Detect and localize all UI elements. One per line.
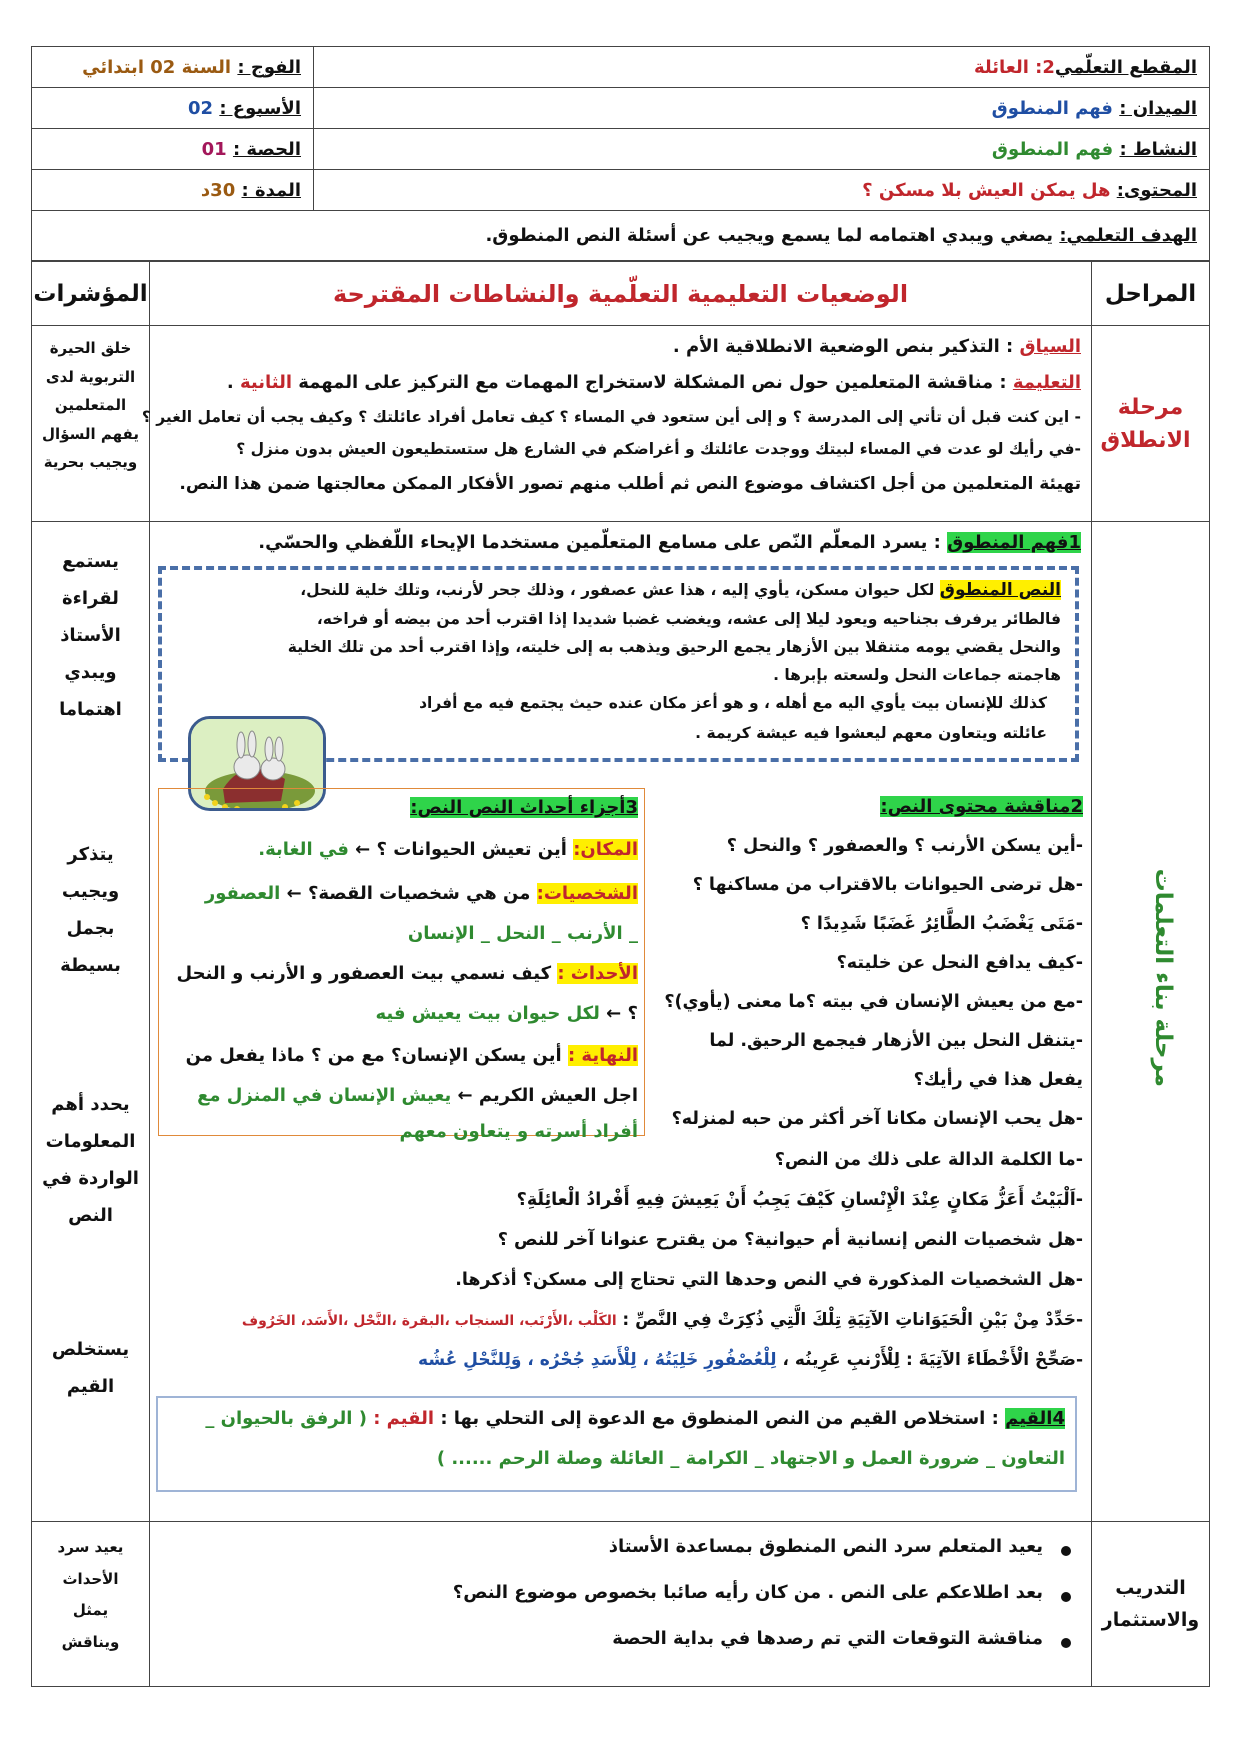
indicator-line: بجمل (66, 917, 115, 939)
practice-item-text: يعيد المتعلم سرد النص المنطوق بمساعدة الأستاذ (608, 1536, 1043, 1557)
session-cell (32, 129, 314, 170)
field-label: الميدان : (1119, 97, 1197, 119)
launch-indicators-cell (32, 326, 150, 522)
end-question: أين يسكن الإنسان؟ مع من ؟ ماذا يفعل من (185, 1045, 562, 1066)
spoken-text-line: والنحل يقضي يومه متنقلا بين الأزهار يجمع الرحيق ويذهب به إلى خليته، وإذا اقترب أحد من تلك الخلية (287, 638, 1061, 656)
indicator-line: يستمع (62, 551, 119, 572)
content-value: هل يمكن العيش بلا مسكن ؟ (862, 179, 1111, 201)
activity-cell (314, 129, 1210, 170)
indicator-line: الواردة في (42, 1167, 139, 1189)
lesson-sheet (32, 46, 1210, 1687)
content-label: المحتوى: (1116, 179, 1197, 201)
goal-value: يصغي ويبدي اهتمامه لما يسمع ويجيب عن أسئلة النص المنطوق. (485, 225, 1054, 246)
discussion-question: يفعل هذا في رأيك؟ (913, 1070, 1083, 1090)
week-label: الأسبوع : (219, 97, 301, 119)
end-question-2: اجل العيش الكريم (478, 1085, 638, 1106)
launch-question-2: -في رأيك لو عدت في المساء لبيتك ووجدت عائلتك و أغراضكم في الشارع هل ستستطيعون العيش بدون منزل ؟ (236, 440, 1081, 458)
values-key: القيم : (373, 1408, 435, 1429)
field-value: فهم المنطوق (991, 97, 1113, 119)
goal-cell (32, 211, 1210, 261)
build-content-cell (150, 522, 1092, 1522)
indicator-line: ويجيب بحرية (43, 453, 138, 471)
week-cell (32, 88, 314, 129)
spoken-text-line: فالطائر يرفرف بجناحيه ويعود ليلا إلى عشه، ويغضب غضبا شديدا إذا اقترب أحد من بيضه أو فراخه، (316, 610, 1061, 628)
parts-title (410, 799, 638, 817)
discussion-question: -هل شخصيات النص إنسانية أم حيوانية؟ من يقترح عنوانا آخر للنص ؟ (497, 1230, 1083, 1250)
indicator-line: يحدد أهم (51, 1094, 130, 1115)
segment-cell (314, 47, 1210, 88)
discussion-question: -هل الشخصيات المذكورة في النص وحدها التي تحتاج إلى مسكن؟ أذكرها. (455, 1270, 1083, 1290)
values-list-2: التعاون _ ضرورة العمل و الاجتهاد _ الكرامة _ العائلة وصلة الرحم ...... ) (436, 1448, 1065, 1469)
indicator-line: ويناقش (61, 1632, 120, 1651)
discussion-question: -هل ترضى الحيوانات بالاقتراب من مساكنها ؟ (692, 875, 1083, 895)
bullet-icon (1061, 1638, 1071, 1648)
stages-heading: المراحل (1092, 262, 1210, 326)
end-answer-2: أفراد أسرته و يتعاون معهم (399, 1121, 638, 1142)
group-cell (32, 47, 314, 88)
spoken-text-line: هاجمته جماعات النحل ولسعته بإبرها . (773, 666, 1061, 684)
build-stage-cell (1092, 522, 1210, 1522)
practice-list (160, 1538, 1071, 1678)
build-indicators-d (32, 1332, 149, 1406)
segment-value: 2: العائلة (974, 56, 1055, 78)
practice-indicators-cell (32, 1522, 150, 1687)
discussion-title (880, 798, 1083, 816)
place-label: المكان: (573, 839, 638, 860)
practice-content-cell (150, 1522, 1092, 1687)
events-answer-line (375, 1005, 638, 1023)
discussion-block (653, 788, 1083, 1148)
activity-value: فهم المنطوق (991, 138, 1114, 160)
events-line (177, 965, 638, 983)
duration-label: المدة : (241, 179, 301, 201)
build-stage-label: مرحلة بناء التعلمات (1150, 868, 1176, 1087)
indicator-line: القيم (66, 1375, 115, 1397)
discussion-question: -مَتَى يَغْضَبُ الطَّائِرُ غَضَبًا شَدِيدًا ؟ (800, 914, 1083, 934)
duration-value: 30د (200, 179, 236, 201)
activity-label: النشاط : (1119, 138, 1197, 160)
session-value: 01 (201, 138, 227, 160)
place-question: أين تعيش الحيوانات ؟ (376, 839, 567, 860)
indicators-heading: المؤشرات (32, 262, 150, 326)
content-cell (314, 170, 1210, 211)
practice-stage-line: والاستثمار (1101, 1609, 1200, 1631)
characters-label: الشخصيات: (536, 883, 638, 904)
field-cell (314, 88, 1210, 129)
launch-stage-cell (1092, 326, 1210, 522)
characters-line (205, 885, 638, 903)
discussion-question: -هل يحب الإنسان مكانا آخر أكثر من حبه لمنزله؟ (671, 1109, 1083, 1129)
characters-answer-2: _ الأرنب _ النحل _ الإنسان (407, 923, 638, 944)
indicator-line: خلق الحيرة (49, 339, 132, 357)
practice-stage-label (1092, 1572, 1209, 1637)
arrow-icon: ← (286, 883, 302, 904)
practice-stage-line: التدريب (1115, 1576, 1186, 1599)
practice-item-text: بعد اطلاعكم على النص . من كان رأيه صائبا بخصوص موضوع النص؟ (452, 1582, 1043, 1603)
listening-text: : يسرد المعلّم النّص على مسامع المتعلّمين مستخدما الإيحاء اللّفظي والحسّي. (258, 532, 941, 553)
events-label: الأحداث : (557, 963, 638, 984)
spoken-text-content: لكل حيوان مسكن، يأوي إليه ، هذا عش عصفور ، وذلك جحر لأرنب، وتلك خلية للنحل، (300, 581, 935, 599)
indicator-line: المتعلمين (54, 396, 127, 414)
indicator-line: الأحداث (62, 1569, 119, 1588)
instruction-emphasis: الثانية (239, 372, 292, 393)
end-answer-line (197, 1087, 638, 1105)
instruction-text: : مناقشة المتعلمين حول نص المشكلة لاستخراج المهمات مع التركيز على المهمة (298, 372, 1007, 393)
group-value: السنة 02 ابتدائي (82, 56, 232, 78)
discussion-question: -أين يسكن الأرنب ؟ والعصفور ؟ والنحل ؟ (726, 836, 1083, 856)
indicator-line: المعلومات (45, 1130, 136, 1152)
context-line (673, 338, 1081, 356)
indicator-line: بسيطة (60, 954, 121, 976)
end-answer: يعيش الإنسان في المنزل مع (197, 1085, 452, 1106)
header-table (31, 46, 1210, 261)
animals-list: الكَلْب ،الأَرْنَب، السنجاب ،البقرة ،النَّحْل ،الأَسَد، الخَرُوف (241, 1313, 617, 1329)
arrow-icon: ← (606, 1003, 622, 1024)
fix-item: لِلْأَرْنبِ عَرِينُه ، (782, 1350, 901, 1370)
listening-label: 1فهم المنطوق (947, 532, 1081, 553)
build-indicators-b (32, 837, 149, 985)
practice-item (160, 1538, 1071, 1568)
context-text: : التذكير بنص الوضعية الانطلاقية الأم . (672, 336, 1014, 357)
practice-item (160, 1630, 1071, 1660)
spoken-text-line: كذلك للإنسان بيت يأوي اليه مع أهله ، و هو أعز مكان عنده حيث يجتمع فيه مع أفراد (419, 694, 1047, 712)
end-line (186, 1047, 638, 1065)
launch-stage-label: مرحلة الانطلاق (1100, 394, 1191, 453)
segment-label: المقطع التعلّمي (1054, 56, 1197, 78)
instruction-label: التعليمة (1012, 372, 1081, 393)
week-value: 02 (187, 97, 214, 119)
fix-question: -صَحِّحْ الْأَخْطَاءَ الآتِيَةَ : (905, 1350, 1083, 1370)
launch-question-1: - اين كنت قبل أن تأتي إلى المدرسة ؟ و إلى أين ستعود في المساء ؟ كيف تعامل أفراد عائلتك ؟ وكيف يجب أن تعامل الغير ؟ (141, 408, 1081, 426)
values-label: 4القيم (1005, 1408, 1065, 1429)
fix-items: لِلْعُصْفُورِ خَلِيَتُهُ ، لِلْأَسَدِ جُحْرُه ، وَلِلنَّحْلِ عُشُه (418, 1350, 777, 1370)
launch-indicators (32, 326, 149, 477)
launch-prep: تهيئة المتعلمين من أجل اكتشاف موضوع النص ثم أطلب منهم تصور الأفكار الممكن معالجتها ضمن هذا النص. (179, 474, 1081, 494)
values-list-1: ( الرفق بالحيوان _ (205, 1408, 367, 1429)
build-indicators-c (32, 1087, 149, 1235)
values-box (156, 1396, 1077, 1492)
discussion-title-text: 2مناقشة محتوى النص: (880, 796, 1083, 817)
parts-title-text: 3أجزاء أحداث النص النص: (410, 797, 638, 818)
arrow-icon: ← (355, 839, 371, 860)
animals-question-line (242, 1312, 1083, 1329)
practice-item-text: مناقشة التوقعات التي تم رصدها في بداية الحصة (612, 1628, 1043, 1649)
fix-question-line (418, 1352, 1083, 1369)
launch-content-cell (141, 326, 1092, 522)
discussion-question: -ما الكلمة الدالة على ذلك من النص؟ (774, 1150, 1083, 1170)
values-text: : استخلاص القيم من النص المنطوق مع الدعوة إلى التحلي بها : (440, 1408, 999, 1429)
events-question-mark: ؟ (627, 1003, 638, 1024)
place-line (258, 841, 638, 859)
events-parts-box (158, 788, 645, 1142)
main-table (31, 261, 1210, 1687)
characters-question: من هي شخصيات القصة؟ (307, 883, 531, 904)
discussion-question: -يتنقل النحل بين الأزهار فيجمع الرحيق. لما (709, 1031, 1083, 1051)
activities-heading: الوضعيات التعليمية التعلّمية والنشاطات المقترحة (150, 262, 1092, 326)
values-line (205, 1410, 1065, 1428)
indicator-line: ويبدي (64, 661, 117, 683)
practice-indicators (32, 1522, 149, 1658)
instruction-line: التعليمة : مناقشة المتعلمين حول نص المشكلة لاستخراج المهمات مع التركيز على المهمة الثانية . (226, 372, 1081, 393)
spoken-text-line (300, 582, 1061, 599)
arrow-icon: ← (457, 1085, 473, 1106)
bullet-icon (1061, 1592, 1071, 1602)
practice-item (160, 1584, 1071, 1614)
bullet-icon (1061, 1546, 1071, 1556)
events-question: كيف نسمي بيت العصفور و الأرنب و النحل (176, 963, 552, 984)
characters-answer: العصفور (204, 883, 281, 904)
animals-question: -حَدِّدْ مِنْ بَيْنِ الْحَيَوَاناتِ الآتِيَةِ تِلْكَ الَّتِي ذُكِرَتْ فِي النَّصِّ : (622, 1310, 1083, 1330)
build-indicators-cell (32, 522, 150, 1522)
context-label: السياق (1019, 336, 1081, 357)
spoken-text-label: النص المنطوق (939, 580, 1061, 600)
indicator-line: يفهم السؤال (42, 424, 139, 443)
indicator-line: لقراءة (62, 587, 119, 609)
indicator-line: يعيد سرد (57, 1538, 124, 1556)
build-indicators-a (32, 544, 149, 728)
indicator-line: اهتماما (59, 698, 122, 720)
indicator-line: الأستاذ (60, 624, 121, 646)
duration-cell (32, 170, 314, 211)
indicator-line: يمثل (72, 1601, 109, 1619)
practice-stage-cell (1092, 1522, 1210, 1687)
group-label: الفوج : (237, 56, 301, 78)
events-answer: لكل حيوان بيت يعيش فيه (375, 1003, 600, 1024)
spoken-text-line: عائلته ويتعاون معهم ليعشوا فيه عيشة كريمة . (695, 724, 1047, 742)
goal-label: الهدف التعلمي: (1059, 225, 1197, 246)
discussion-question: -اَلْبَيْتُ أَعَزُّ مَكانٍ عِنْدَ الْإِنْسانِ كَيْفَ يَجِبُ أَنْ يَعِيشَ فِيهِ أَفْرادُ الْعائِلَةِ؟ (516, 1190, 1083, 1210)
discussion-question: -مع من يعيش الإنسان في بيته ؟ما معنى (يأوي)؟ (664, 992, 1083, 1012)
indicator-line: التربوية لدى (45, 367, 136, 386)
session-label: الحصة : (232, 138, 301, 160)
indicator-line: يستخلص (51, 1339, 130, 1360)
place-answer: في الغابة. (258, 839, 349, 860)
indicator-line: النص (68, 1204, 113, 1226)
indicator-line: يتذكر (67, 844, 114, 865)
indicator-line: ويجيب (61, 880, 120, 902)
listening-line (258, 534, 1081, 552)
end-label: النهاية : (567, 1045, 638, 1066)
discussion-question: -كيف يدافع النحل عن خليته؟ (836, 953, 1083, 973)
